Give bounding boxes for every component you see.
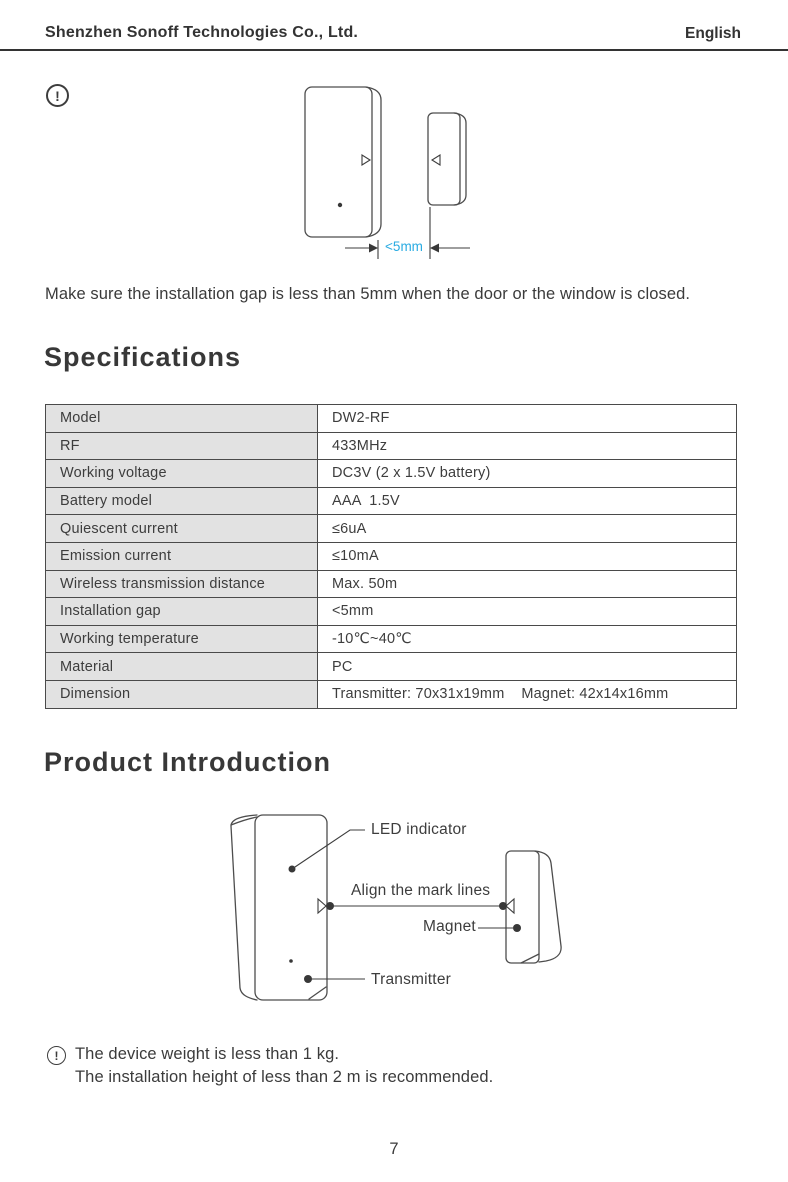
installation-gap-illustration xyxy=(280,72,500,267)
table-row xyxy=(46,598,737,626)
spec-label-cell: Working temperature xyxy=(46,625,318,653)
table-row xyxy=(46,542,737,570)
spec-label-cell: RF xyxy=(46,432,318,460)
spec-value-cell: Max. 50m xyxy=(318,570,737,598)
transmitter-hole-dot xyxy=(289,959,293,963)
transmitter-label: Transmitter xyxy=(371,971,451,988)
spec-value-cell: DW2-RF xyxy=(318,405,737,433)
info-icon xyxy=(46,84,69,107)
spec-label-cell: Emission current xyxy=(46,542,318,570)
info-icon xyxy=(47,1046,66,1065)
magnet-bottom-bevel xyxy=(521,954,539,963)
table-row xyxy=(46,405,737,433)
device-note-line1: The device weight is less than 1 kg. xyxy=(75,1045,340,1063)
installation-caption: Make sure the installation gap is less than 5mm when the door or the window is closed. xyxy=(45,285,691,303)
transmitter-drawing xyxy=(231,815,327,1000)
magnet-callout-dot xyxy=(513,924,521,932)
spec-label-cell: Quiescent current xyxy=(46,515,318,543)
spec-label-cell: Working voltage xyxy=(46,460,318,488)
spec-label-cell: Material xyxy=(46,653,318,681)
transmitter-callout-dot xyxy=(304,975,312,983)
transmitter-mark-triangle-icon xyxy=(318,899,326,913)
magnet-front-face xyxy=(506,851,539,963)
info-icon-glyph: ! xyxy=(54,1048,59,1063)
magnet-drawing xyxy=(506,851,561,963)
spec-value-cell: ≤10mA xyxy=(318,542,737,570)
language-label: English xyxy=(685,25,741,42)
specifications-table xyxy=(45,404,737,709)
table-row xyxy=(46,487,737,515)
table-row xyxy=(46,625,737,653)
spec-label-cell: Battery model xyxy=(46,487,318,515)
spec-label-cell: Model xyxy=(46,405,318,433)
transmitter-top-facet xyxy=(231,817,257,825)
table-row xyxy=(46,432,737,460)
align-line-dot-right xyxy=(499,902,507,910)
spec-value-cell: Transmitter: 70x31x19mm Magnet: 42x14x16mm xyxy=(318,680,737,708)
arrow-left-icon xyxy=(430,244,439,253)
table-row xyxy=(46,570,737,598)
arrow-right-icon xyxy=(369,244,378,253)
magnet-label: Magnet xyxy=(423,918,476,935)
magnet-mark-triangle-icon xyxy=(432,155,440,165)
info-icon-glyph: ! xyxy=(55,87,60,104)
spec-value-cell: -10℃~40℃ xyxy=(318,625,737,653)
spec-value-cell: PC xyxy=(318,653,737,681)
transmitter-front-face xyxy=(255,815,327,1000)
align-mark-label: Align the mark lines xyxy=(351,882,491,899)
spec-value-cell: 433MHz xyxy=(318,432,737,460)
company-name: Shenzhen Sonoff Technologies Co., Ltd. xyxy=(45,24,359,41)
align-line-dot-left xyxy=(326,902,334,910)
device-note-line2: The installation height of less than 2 m is recommended. xyxy=(75,1068,494,1086)
spec-value-cell: ≤6uA xyxy=(318,515,737,543)
spec-label-cell: Wireless transmission distance xyxy=(46,570,318,598)
spec-value-cell: DC3V (2 x 1.5V battery) xyxy=(318,460,737,488)
spec-value-cell: <5mm xyxy=(318,598,737,626)
page-header xyxy=(0,0,788,51)
transmitter-side-face xyxy=(231,815,257,1000)
specifications-title: Specifications xyxy=(44,342,242,372)
product-introduction-title: Product Introduction xyxy=(44,747,331,777)
transmitter-drawing xyxy=(305,87,381,237)
magnet-mark-triangle-icon xyxy=(506,899,514,913)
magnet-drawing xyxy=(428,113,466,205)
transmitter-bottom-bevel xyxy=(309,987,326,999)
transmitter-led-dot xyxy=(338,203,342,207)
transmitter-mark-triangle-icon xyxy=(362,155,370,165)
table-row xyxy=(46,460,737,488)
transmitter-side-face xyxy=(366,87,381,237)
led-indicator-label: LED indicator xyxy=(371,821,467,838)
spec-value-cell: AAA 1.5V xyxy=(318,487,737,515)
gap-value-label: <5mm xyxy=(385,239,423,254)
spec-label-cell: Installation gap xyxy=(46,598,318,626)
led-indicator-leader-line xyxy=(292,830,365,869)
table-row xyxy=(46,515,737,543)
table-row xyxy=(46,653,737,681)
table-row xyxy=(46,680,737,708)
spec-label-cell: Dimension xyxy=(46,680,318,708)
page-number: 7 xyxy=(389,1140,399,1158)
